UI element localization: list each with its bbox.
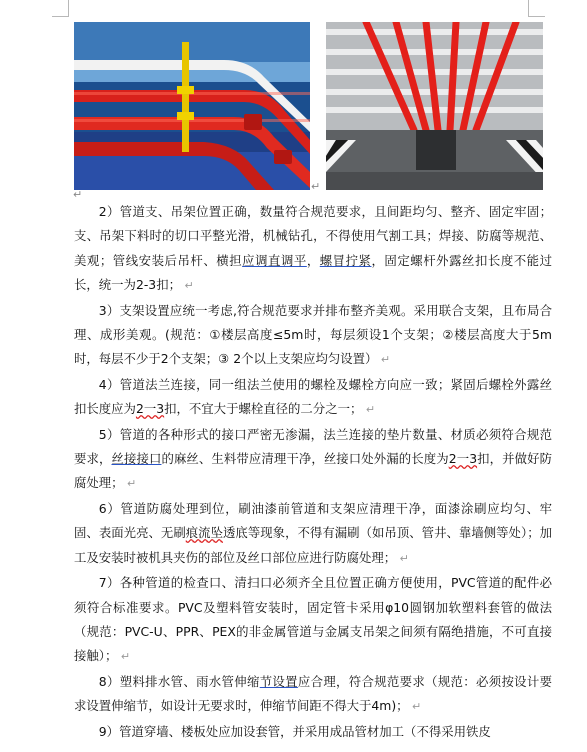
paragraph [74,571,552,670]
paragraph [74,497,552,571]
paragraph-text: 7）各种管道的检查口、清扫口必须齐全且位置正确方便使用，PVC管道的配件必须符合标准要求。PVC及塑料管安装时，固定管卡采用φ10圆钢加软塑料套管的做法（规范：PVC-U、PPR、PEX的非金属管道与金属支吊架之间须有隔绝措施，不可直接接触）； [74,575,552,664]
paragraph-text: 扣，并做好防腐处理； [74,451,553,491]
paragraph-text: 3）支架设置应统一考虑,符合规范要求并排布整齐美观。采用联合支架，且布局合理、成形美观。(规范：①楼层高度≤5m时，每层须设1个支架；②楼层高度大于5m时，每层不少于2个支架；③ 2个以上支架应均匀设置） [74,302,552,367]
photo-red-pipes-wall [74,22,310,190]
paragraph-text: ，固定螺杆外露丝扣长度不能过长，统一为2-3扣； [74,252,553,293]
underlined-text: 痕流坠 [185,525,223,541]
paragraph-mark: ↵ [123,477,137,491]
paragraph-mark: ↵ [180,279,194,293]
paragraph-mark: ↵ [396,551,409,565]
paragraph-text: 的麻丝、生料带应清理干净，丝接口处外漏的长度为 [161,451,449,467]
paragraph-text: 4）管道法兰连接，同一组法兰使用的螺栓及螺栓方向应一致；紧固后螺栓外露丝扣长度应为 [74,376,552,417]
paragraph-text: 2）管道支、吊架位置正确，数量符合规范要求，且间距均匀、整齐、固定牢固；支、吊架下料时的切口平整光滑，机械钻孔，不得使用气割工具；焊接、防腐等规范、美观；管线安装后吊杆、横担 [74,204,552,268]
paragraph-text: 扣，不宜大于螺栓直径的二分之一； [164,401,363,417]
document-body [74,200,552,744]
paragraph-mark: ↵ [73,188,83,201]
paragraph [74,720,552,744]
photo-garage-ceiling-pipes [326,22,543,190]
underlined-text: 节设置 [259,673,298,689]
underlined-text: 应调直调平 [242,252,307,268]
crop-mark-top-left [52,0,69,17]
crop-mark-top-right [528,0,545,17]
underlined-text: 螺冒拧紧 [319,252,372,268]
paragraph-text: 透底等现象，不得有漏刷（如吊顶、管井、靠墙侧等处）；加工及安装时被机具夹伤的部位及丝口部位应进行防腐处理； [74,525,552,565]
paragraph-text: 5）管道的各种形式的接口严密无渗漏，法兰连接的垫片数量、材质必须符合规范要求， [74,426,552,467]
paragraph-mark: ↵ [362,403,376,417]
paragraph [74,299,552,373]
paragraph-mark: ↵ [377,353,391,367]
paragraph-text: 6）管道防腐处理到位，刷油漆前管道和支架应清理干净，面漆涂刷应均匀、牢固、表面光亮、无刷 [74,500,552,541]
paragraph-text: 8）塑料排水管、雨水管伸缩 [98,673,260,689]
underlined-text: 2一3 [135,401,165,417]
paragraph-mark: ↵ [408,700,422,714]
underlined-text: 丝接接口 [111,451,162,467]
paragraph-text: 9）管道穿墙、楼板处应加设套管，并采用成品管材加工（不得采用铁皮 [98,723,491,739]
paragraph [74,670,552,720]
paragraph-mark: ↵ [117,650,131,664]
underlined-text: 2一3 [448,451,478,467]
paragraph [74,200,552,299]
paragraph-text: ， [306,252,320,268]
paragraph-mark: ↵ [311,180,321,193]
paragraph [74,373,552,423]
paragraph [74,423,552,497]
paragraph-text: 应合理，符合规范要求（规范：必须按设计要求设置伸缩节，如设计无要求时，伸缩节间距不得大于4m)； [74,673,553,714]
